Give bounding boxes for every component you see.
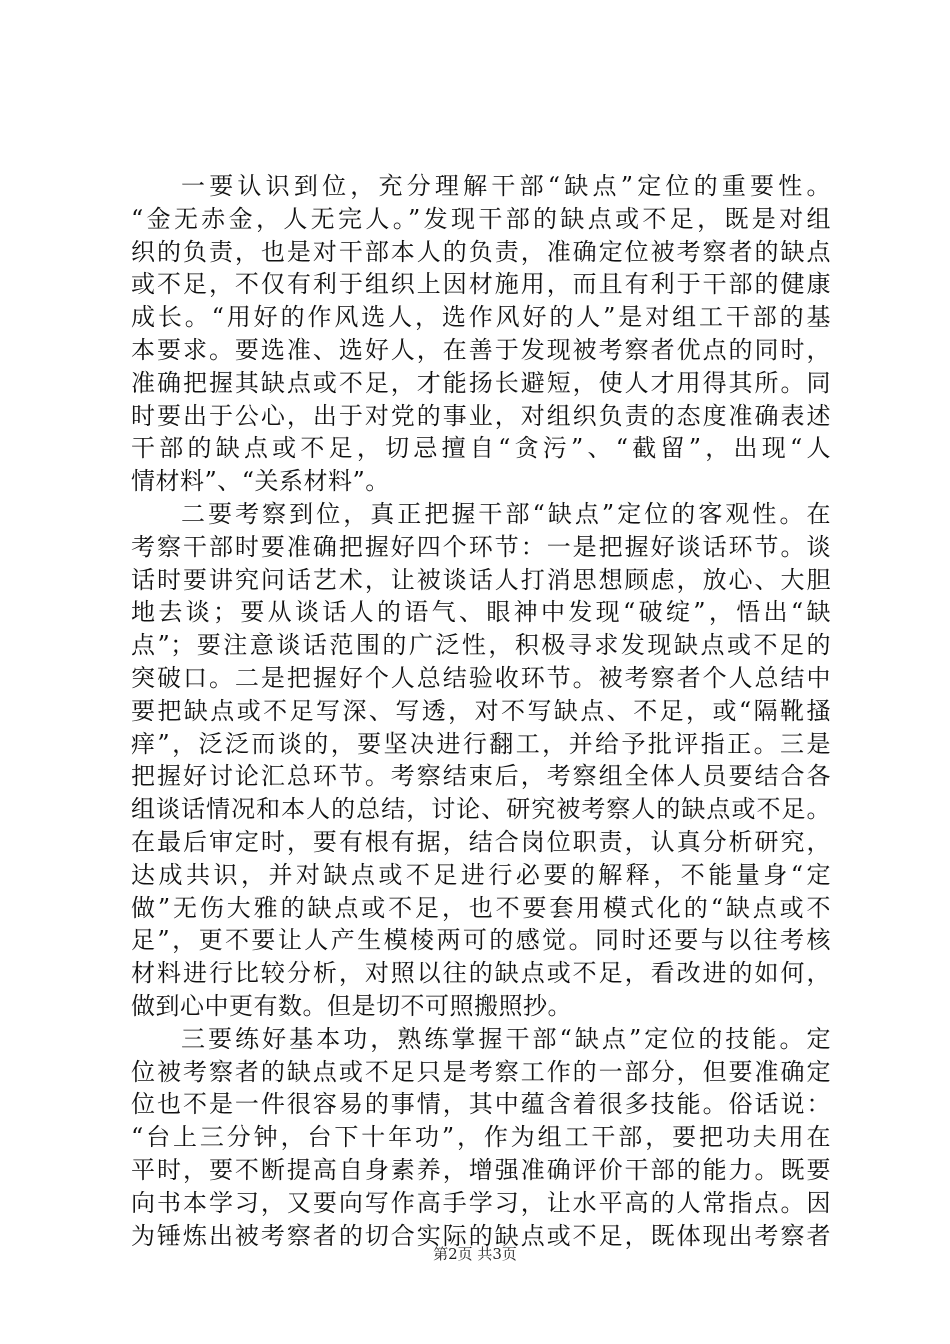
text-line: 点”；要注意谈话范围的广泛性，积极寻求发现缺点或不足的 xyxy=(131,631,831,660)
paragraph xyxy=(131,1023,831,1253)
text-line: 突破口。二是把握好个人总结验收环节。被考察者个人总结中 xyxy=(131,663,831,692)
text-line: 考察干部时要准确把握好四个环节：一是把握好谈话环节。谈 xyxy=(131,532,831,561)
text-line: 平时，要不断提高自身素养，增强准确评价干部的能力。既要 xyxy=(131,1155,831,1184)
page-footer: 第2页 共3页 xyxy=(433,1245,517,1263)
text-line: 准确把握其缺点或不足，才能扬长避短，使人才用得其所。同 xyxy=(131,368,831,397)
text-line: “台上三分钟，台下十年功”，作为组工干部，要把功夫用在 xyxy=(131,1123,831,1152)
text-line: 组谈话情况和本人的总结，讨论、研究被考察人的缺点或不足。 xyxy=(131,795,831,824)
text-line: 情材料”、“关系材料”。 xyxy=(131,467,390,496)
text-line: 要把缺点或不足写深、写透，对不写缺点、不足，或“隔靴搔 xyxy=(131,696,831,725)
text-line: 三要练好基本功，熟练掌握干部“缺点”定位的技能。定 xyxy=(181,1024,831,1053)
text-line: 位被考察者的缺点或不足只是考察工作的一部分，但要准确定 xyxy=(131,1057,831,1086)
text-line: 把握好讨论汇总环节。考察结束后，考察组全体人员要结合各 xyxy=(131,762,831,791)
text-line: 足”，更不要让人产生模棱两可的感觉。同时还要与以往考核 xyxy=(131,926,831,955)
text-line: 为锤炼出被考察者的切合实际的缺点或不足，既体现出考察者 xyxy=(131,1221,831,1250)
text-line: 一要认识到位，充分理解干部“缺点”定位的重要性。 xyxy=(181,172,831,200)
text-line: 痒”，泛泛而谈的，要坚决进行翻工，并给予批评指正。三是 xyxy=(131,729,831,758)
text-line: 话时要讲究问话艺术，让被谈话人打消思想顾虑，放心、大胆 xyxy=(131,565,831,594)
text-line: 干部的缺点或不足，切忌擅自“贪污”、“截留”，出现“人 xyxy=(131,434,831,463)
text-line: 达成共识，并对缺点或不足进行必要的解释，不能量身“定 xyxy=(131,860,831,889)
document-body xyxy=(131,170,831,1252)
text-line: “金无赤金，人无完人。”发现干部的缺点或不足，既是对组 xyxy=(131,204,831,233)
text-line: 二要考察到位，真正把握干部“缺点”定位的客观性。在 xyxy=(181,499,831,528)
text-line: 本要求。要选准、选好人，在善于发现被考察者优点的同时， xyxy=(131,335,831,364)
text-line: 在最后审定时，要有根有据，结合岗位职责，认真分析研究， xyxy=(131,827,831,856)
paragraph xyxy=(131,498,831,1023)
text-line: 或不足，不仅有利于组织上因材施用，而且有利于干部的健康 xyxy=(131,270,831,299)
text-line: 位也不是一件很容易的事情，其中蕴含着很多技能。俗话说： xyxy=(131,1090,831,1119)
text-line: 做到心中更有数。但是切不可照搬照抄。 xyxy=(131,991,572,1020)
text-line: 织的负责，也是对干部本人的负责，准确定位被考察者的缺点 xyxy=(131,237,831,266)
paragraph xyxy=(131,170,831,498)
text-line: 时要出于公心，出于对党的事业，对组织负责的态度准确表述 xyxy=(131,401,831,430)
text-line: 做”无伤大雅的缺点或不足，也不要套用模式化的“缺点或不 xyxy=(131,893,831,922)
text-line: 地去谈；要从谈话人的语气、眼神中发现“破绽”，悟出“缺 xyxy=(131,598,831,627)
text-line: 成长。“用好的作风选人，选作风好的人”是对组工干部的基 xyxy=(131,303,831,332)
text-line: 材料进行比较分析，对照以往的缺点或不足，看改进的如何， xyxy=(131,959,831,988)
text-line: 向书本学习，又要向写作高手学习，让水平高的人常指点。因 xyxy=(131,1188,831,1217)
